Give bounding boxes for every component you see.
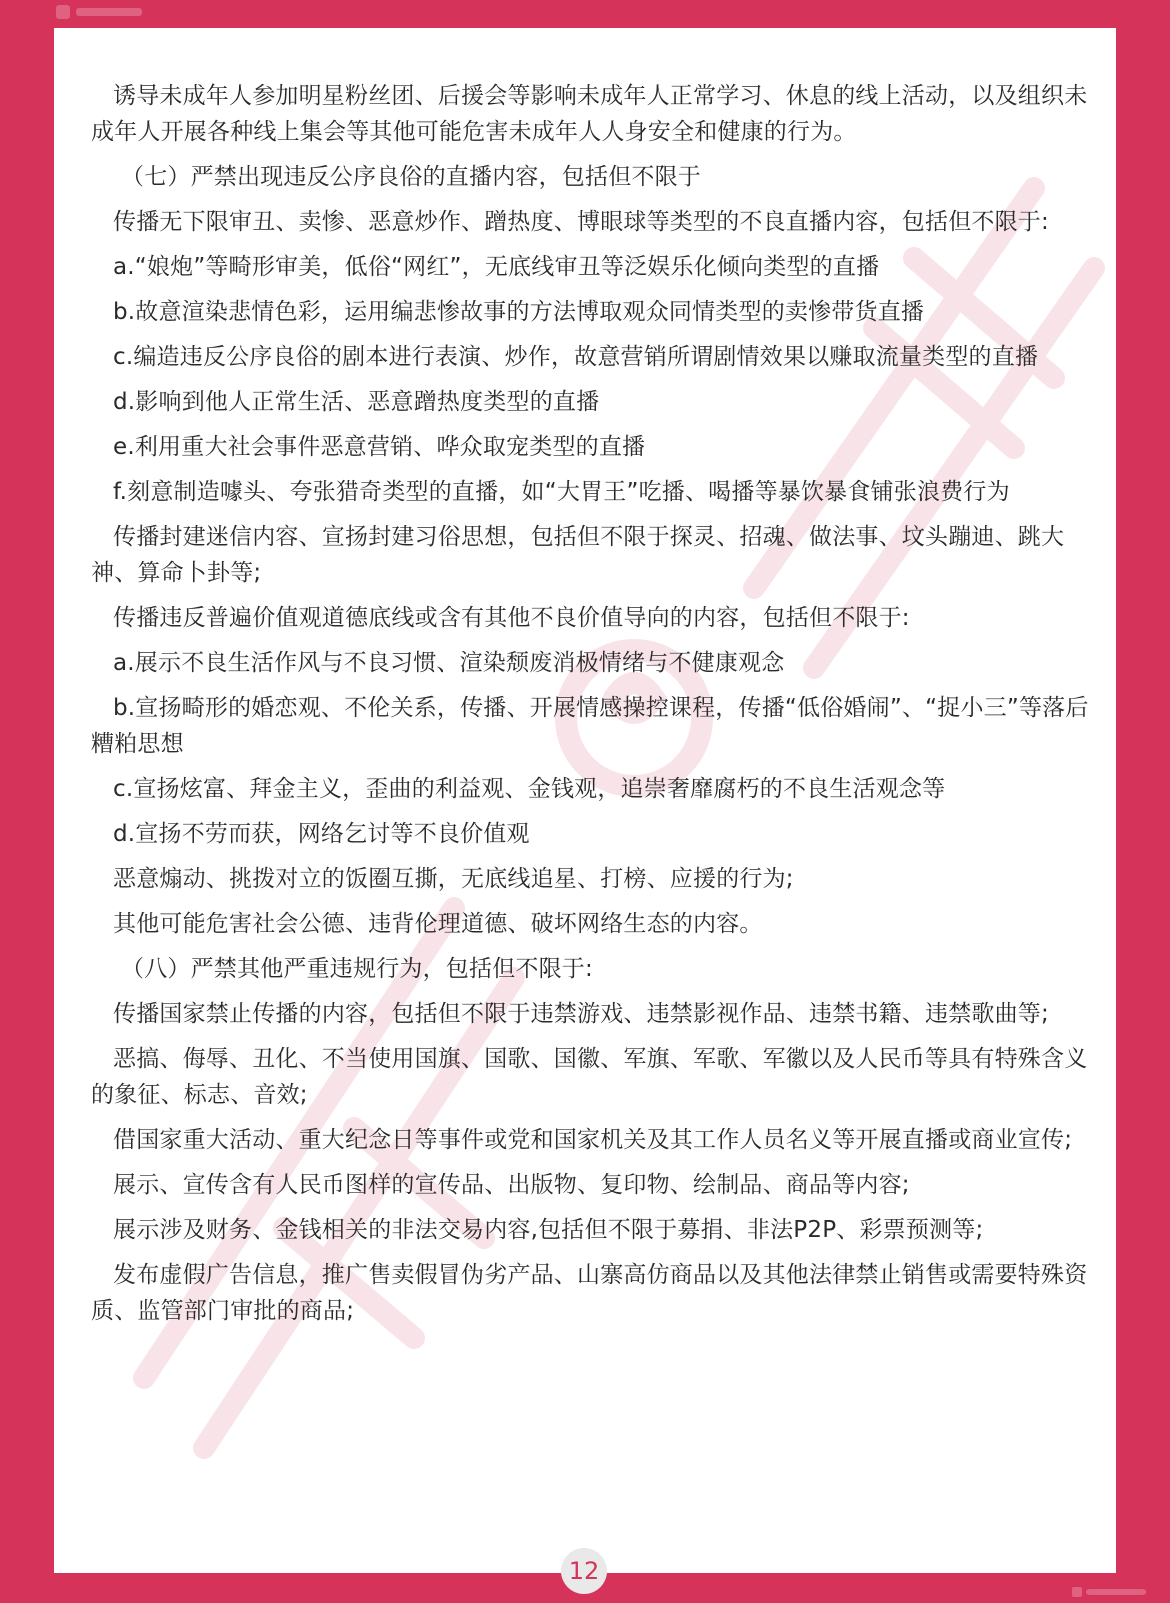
page-number-badge: 12 — [561, 1548, 607, 1594]
list-item-b: b.故意渲染悲情色彩，运用编悲惨故事的方法博取观众同情类型的卖惨带货直播 — [113, 299, 925, 325]
corner-watermark-logo — [56, 2, 148, 22]
paragraph: 传播国家禁止传播的内容，包括但不限于违禁游戏、违禁影视作品、违禁书籍、违禁歌曲等; — [113, 1001, 1049, 1027]
list-item-c: c.编造违反公序良俗的剧本进行表演、炒作，故意营销所谓剧情效果以赚取流量类型的直播 — [113, 344, 1039, 370]
paragraph: 传播无下限审丑、卖惨、恶意炒作、蹭热度、博眼球等类型的不良直播内容，包括但不限于: — [113, 209, 1049, 235]
section-heading-8: （八）严禁其他严重违规行为，包括但不限于: — [121, 956, 593, 982]
paragraph: 传播封建迷信内容、宣扬封建习俗思想，包括但不限于探灵、招魂、做法事、坟头蹦迪、跳大神、算命卜卦等; — [91, 524, 1065, 586]
paragraph: 恶意煽动、挑拨对立的饭圈互撕，无底线追星、打榜、应援的行为; — [113, 866, 794, 892]
paragraph: 其他可能危害社会公德、违背伦理道德、破坏网络生态的内容。 — [113, 911, 763, 937]
paragraph: 传播违反普遍价值观道德底线或含有其他不良价值导向的内容，包括但不限于: — [113, 605, 910, 631]
list-item-e: e.利用重大社会事件恶意营销、哗众取宠类型的直播 — [113, 434, 646, 460]
paragraph: 发布虚假广告信息，推广售卖假冒伪劣产品、山寨高仿商品以及其他法律禁止销售或需要特殊资质、监管部门审批的商品; — [91, 1262, 1088, 1324]
list-item-d: d.宣扬不劳而获，网络乞讨等不良价值观 — [113, 821, 530, 847]
paragraph: 借国家重大活动、重大纪念日等事件或党和国家机关及其工作人员名义等开展直播或商业宣传; — [113, 1127, 1073, 1153]
list-item-a: a.“娘炮”等畸形审美，低俗“网红”，无底线审丑等泛娱乐化倾向类型的直播 — [113, 254, 880, 280]
list-item-d: d.影响到他人正常生活、恶意蹭热度类型的直播 — [113, 389, 600, 415]
paragraph: 恶搞、侮辱、丑化、不当使用国旗、国歌、国徽、军旗、军歌、军徽以及人民币等具有特殊含义的象征、标志、音效; — [91, 1046, 1088, 1108]
list-item-f: f.刻意制造噱头、夸张猎奇类型的直播，如“大胃王”吃播、喝播等暴饮暴食铺张浪费行为 — [113, 479, 1010, 505]
list-item-a: a.展示不良生活作风与不良习惯、渲染颓废消极情绪与不健康观念 — [113, 650, 785, 676]
document-body — [91, 78, 1091, 1338]
paragraph: 展示、宣传含有人民币图样的宣传品、出版物、复印物、绘制品、商品等内容; — [113, 1172, 910, 1198]
section-heading-7: （七）严禁出现违反公序良俗的直播内容，包括但不限于 — [121, 164, 701, 190]
paragraph: 展示涉及财务、金钱相关的非法交易内容,包括但不限于募捐、非法P2P、彩票预测等; — [113, 1217, 984, 1243]
document-page — [54, 28, 1116, 1573]
list-item-b: b.宣扬畸形的婚恋观、不伦关系，传播、开展情感操控课程，传播“低俗婚闹”、“捉小三”等落后糟粕思想 — [91, 695, 1089, 757]
paragraph: 诱导未成年人参加明星粉丝团、后援会等影响未成年人正常学习、休息的线上活动，以及组织未成年人开展各种线上集会等其他可能危害未成年人人身安全和健康的行为。 — [91, 83, 1088, 145]
corner-watermark-logo — [1072, 1584, 1152, 1598]
list-item-c: c.宣扬炫富、拜金主义，歪曲的利益观、金钱观，追崇奢靡腐朽的不良生活观念等 — [113, 776, 946, 802]
